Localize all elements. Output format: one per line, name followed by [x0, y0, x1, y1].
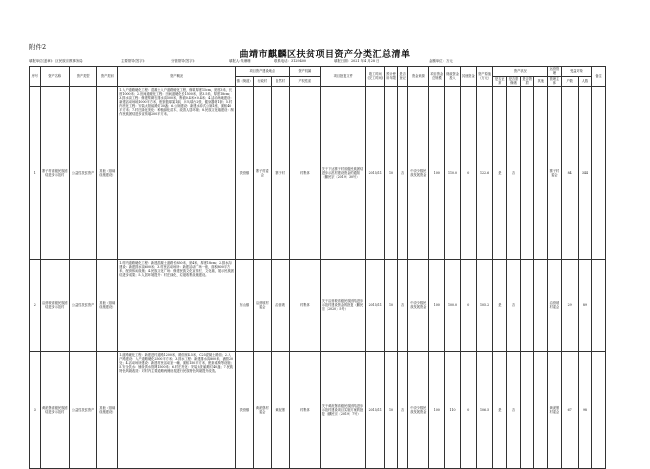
header-destroyed: 是否毁损: [520, 76, 534, 86]
cell-fiscal-funds: 110.0: [445, 86, 461, 259]
cell-use-years: 10: [385, 259, 398, 351]
department-head: 分管领导(签字)：: [171, 59, 198, 63]
header-project-approval: 项目批复文件: [321, 67, 366, 87]
cell-asset-category: 公益性扶贫资产: [69, 351, 96, 468]
cell-destroyed: [520, 86, 534, 259]
cell-seq: 2: [30, 259, 41, 351]
cell-normal-use: 是: [493, 86, 507, 259]
cell-remarks: [592, 351, 606, 468]
cell-need-repair: 否: [507, 86, 521, 259]
header-asset-value: 资产原值（万元）: [476, 67, 493, 87]
cell-ownership: 村集体: [289, 259, 321, 351]
cell-natural-village: 黄泥堡: [271, 351, 289, 468]
filler-unit: 填报单位(盖章)：区民族宗教事务局: [29, 59, 83, 63]
header-natural-village: 自然村: [271, 76, 289, 86]
cell-destroyed: [520, 259, 534, 351]
header-registered: 是否登记: [397, 67, 408, 87]
fill-date: 填报日期：2021 年4 月28 日: [334, 59, 380, 63]
cell-county: 茨营镇: [236, 351, 254, 468]
cell-approval-doc: 关于黄泥堡省级民族团结进步示范村建设项目实施方案的批复（麒民宗〔2019〕7号）: [321, 351, 366, 468]
header-other-funds: 其他资金: [460, 67, 476, 87]
cell-other: [534, 351, 548, 468]
cell-asset-value: 105.2: [476, 259, 493, 351]
header-fiscal-funds: 财政资金投入: [445, 67, 461, 87]
header-normal-use: 是否正常: [493, 76, 507, 86]
cell-funds-source: 中央少数民族发展资金: [408, 351, 429, 468]
cell-normal-use: 是: [493, 351, 507, 468]
header-ownership-nature: 产权性质: [289, 76, 321, 86]
cell-normal-use: 是: [493, 259, 507, 351]
cell-mgmt-subject: 沿营坡村委会: [548, 259, 562, 351]
header-mgmt-subject: 管理主体: [548, 76, 562, 86]
leader: 主要领导(签字)：: [121, 59, 148, 63]
cell-fiscal-funds: 110: [445, 351, 461, 468]
header-households: 户数: [561, 76, 578, 86]
table-row: [30, 259, 624, 351]
cell-other: [534, 259, 548, 351]
cell-registered: 否: [397, 351, 408, 468]
header-ownership-group: 资产权属: [289, 67, 321, 77]
cell-asset-name: 寨子村省级民族团结进步示范村: [40, 86, 69, 259]
cell-county: 茨营镇: [236, 86, 254, 259]
cell-completion-time: 2015/11: [366, 351, 385, 468]
cell-destroyed: [520, 351, 534, 468]
cell-natural-village: 寨子村: [271, 86, 289, 259]
cell-households: 29: [561, 259, 578, 351]
cell-asset-value: 106.5: [476, 351, 493, 468]
cell-need-repair: 否: [507, 351, 521, 468]
cell-approval-doc: 关于下达寨子村省级民族团结进步示范村建设资金的通知（麒民宗〔2019〕30号）: [321, 86, 366, 259]
cell-registered: 否: [397, 259, 408, 351]
header-county: 镇（街道）: [236, 76, 254, 86]
cell-ownership: 村集体: [289, 86, 321, 259]
header-village: 行政村: [253, 76, 271, 86]
header-operation-mgmt-group: 运营管理: [548, 67, 562, 77]
cell-mgmt-subject: 黄泥堡村委会: [548, 351, 562, 468]
cell-asset-value: 122.6: [476, 86, 493, 259]
table-row: [30, 86, 624, 259]
cell-seq: 3: [30, 351, 41, 468]
cell-households: 84: [561, 86, 578, 259]
cell-persons: 98: [578, 351, 592, 468]
cell-ownership: 村集体: [289, 351, 321, 468]
cell-asset-overview: 1.道路硬化工程：新建进村道路1200米，路面宽4.5米，C25混凝土路面；2.入户路建设：入户道路硬化2500平方米；3.排水工程：新建排水沟800米，涵管20处；4.活动场所建设：新建村民活动室一幢，面积150平方米，配套桌椅等设施；5.安全饮水：铺设供水管网1500米；6.村庄亮化：安装太阳能路灯40盏；7.民族特色风貌改造：对村内主要道路两侧房屋进行民族特色风貌提升改造。: [118, 351, 236, 468]
header-location-group: 项目资产建设地点: [236, 67, 290, 77]
cell-village: 沿营坡村委会: [253, 259, 271, 351]
cell-natural-village: 沿营坡: [271, 259, 289, 351]
cell-mgmt-subject: 寨子村委会: [548, 86, 562, 259]
cell-remarks: [592, 86, 606, 259]
header-persons: 人数: [578, 76, 592, 86]
cell-fund-scale: 100: [429, 86, 445, 259]
cell-village: 寨子村委会: [253, 86, 271, 259]
cell-village: 黄泥堡村委会: [253, 351, 271, 468]
cell-seq: 1: [30, 86, 41, 259]
header-remarks: 备注: [592, 67, 606, 87]
asset-summary-table: [29, 66, 624, 469]
cell-asset-subcategory: 其他（基础设施建设）: [97, 86, 118, 259]
cell-need-repair: 否: [507, 259, 521, 351]
cell-use-years: 10: [385, 86, 398, 259]
filler: 填报人:朱珊珊: [229, 59, 251, 63]
cell-asset-overview: 1.村内道路硬化工程：新建混凝土道路长850米，宽4米，厚度18cm；2.排水沟建设：新建排水沟600米；3.村民活动场所：新建活动广场一座，面积800平方米，配套休闲设施；4.民族文化广场：修建民族文化宣传栏、文化墙，展示民族团结进步成果；5.人居环境提升：村庄绿化、垃圾收集设施建设。: [118, 259, 236, 351]
cell-asset-name: 黄泥堡省级民族团结进步示范村: [40, 351, 69, 468]
header-seq: 序号: [30, 67, 41, 87]
phone: 联系电话：3129400: [274, 59, 307, 63]
cell-fund-scale: 100: [429, 351, 445, 468]
cell-use-years: 10: [385, 351, 398, 468]
cell-approval-doc: 关于沿营坡省级民族团结进步示范村建设资金的批复（麒民宗〔2020〕5号）: [321, 259, 366, 351]
header-completion-time: 竣工时间(完工时间): [366, 67, 385, 87]
header-need-repair: 是否需修缮: [507, 76, 521, 86]
header-other: 其他: [534, 76, 548, 86]
header-asset-status-group: 资产状况: [493, 67, 548, 77]
cell-other-funds: 0: [460, 351, 476, 468]
header-use-years: 预计使用年限: [385, 67, 398, 87]
cell-other-funds: 0: [460, 86, 476, 259]
header-beneficiaries-group: 受益对象: [561, 67, 591, 77]
cell-registered: 否: [397, 86, 408, 259]
document-title: 曲靖市麒麟区扶贫项目资产分类汇总清单: [239, 50, 411, 60]
header-asset-category: 资产类型: [69, 67, 96, 87]
cell-asset-category: 公益性扶贫资产: [69, 86, 96, 259]
cell-fiscal-funds: 100.0: [445, 259, 461, 351]
cell-asset-name: 沿营坡省级民族团结进步示范村: [40, 259, 69, 351]
amount-unit: 金额单位：万元: [429, 59, 453, 63]
cell-asset-subcategory: 其他（基础设施建设）: [97, 259, 118, 351]
cell-county: 东山镇: [236, 259, 254, 351]
header-asset-name: 资产名称: [40, 67, 69, 87]
cell-completion-time: 2015/11: [366, 259, 385, 351]
cell-funds-source: 中央少数民族发展资金: [408, 259, 429, 351]
cell-households: 67: [561, 351, 578, 468]
header-fund-scale: 项目资金总规模: [429, 67, 445, 87]
cell-persons: 344: [578, 86, 592, 259]
table-row: [30, 351, 624, 468]
header-asset-overview: 资产概况: [118, 67, 236, 87]
cell-asset-category: 公益性扶贫资产: [69, 259, 96, 351]
cell-asset-subcategory: 其他（基础设施建设）: [97, 351, 118, 468]
header-funds-source: 资金来源: [408, 67, 429, 87]
cell-asset-overview: 1.入户道路硬化工程：混凝土入户道路硬化工程，修筑厚度15cm，宽度3米，长度1000米；2.田间道硬化工程：田间道硬化长1500米，宽3.5米，厚度18cm；3.排水沟工程：修建浆砌石排水沟500米，断面0.4米×0.4米；4.活动场地建设：新建活动场地1000平方米，配套篮球架1副，乒乓球台2张，健身器材1套；5.村内亮化工程：安装太阳能路灯30盏；6.公厕建设：新建水冲式公厕1座，面积40平方米；7.村庄绿化美化：种植绿化苗木，改善人居环境；8.民族文化墙建设：制作民族团结进步宣传墙200平方米。: [118, 86, 236, 259]
cell-other: [534, 86, 548, 259]
cell-other-funds: 0: [460, 259, 476, 351]
meta-line: [29, 58, 624, 64]
cell-completion-time: 2015/11: [366, 86, 385, 259]
cell-persons: 89: [578, 259, 592, 351]
cell-remarks: [592, 259, 606, 351]
cell-funds-source: 中央少数民族发展资金: [408, 86, 429, 259]
cell-fund-scale: 100: [429, 259, 445, 351]
header-asset-subcategory: 资产类别: [97, 67, 118, 87]
attachment-label: 附件2: [29, 43, 47, 51]
